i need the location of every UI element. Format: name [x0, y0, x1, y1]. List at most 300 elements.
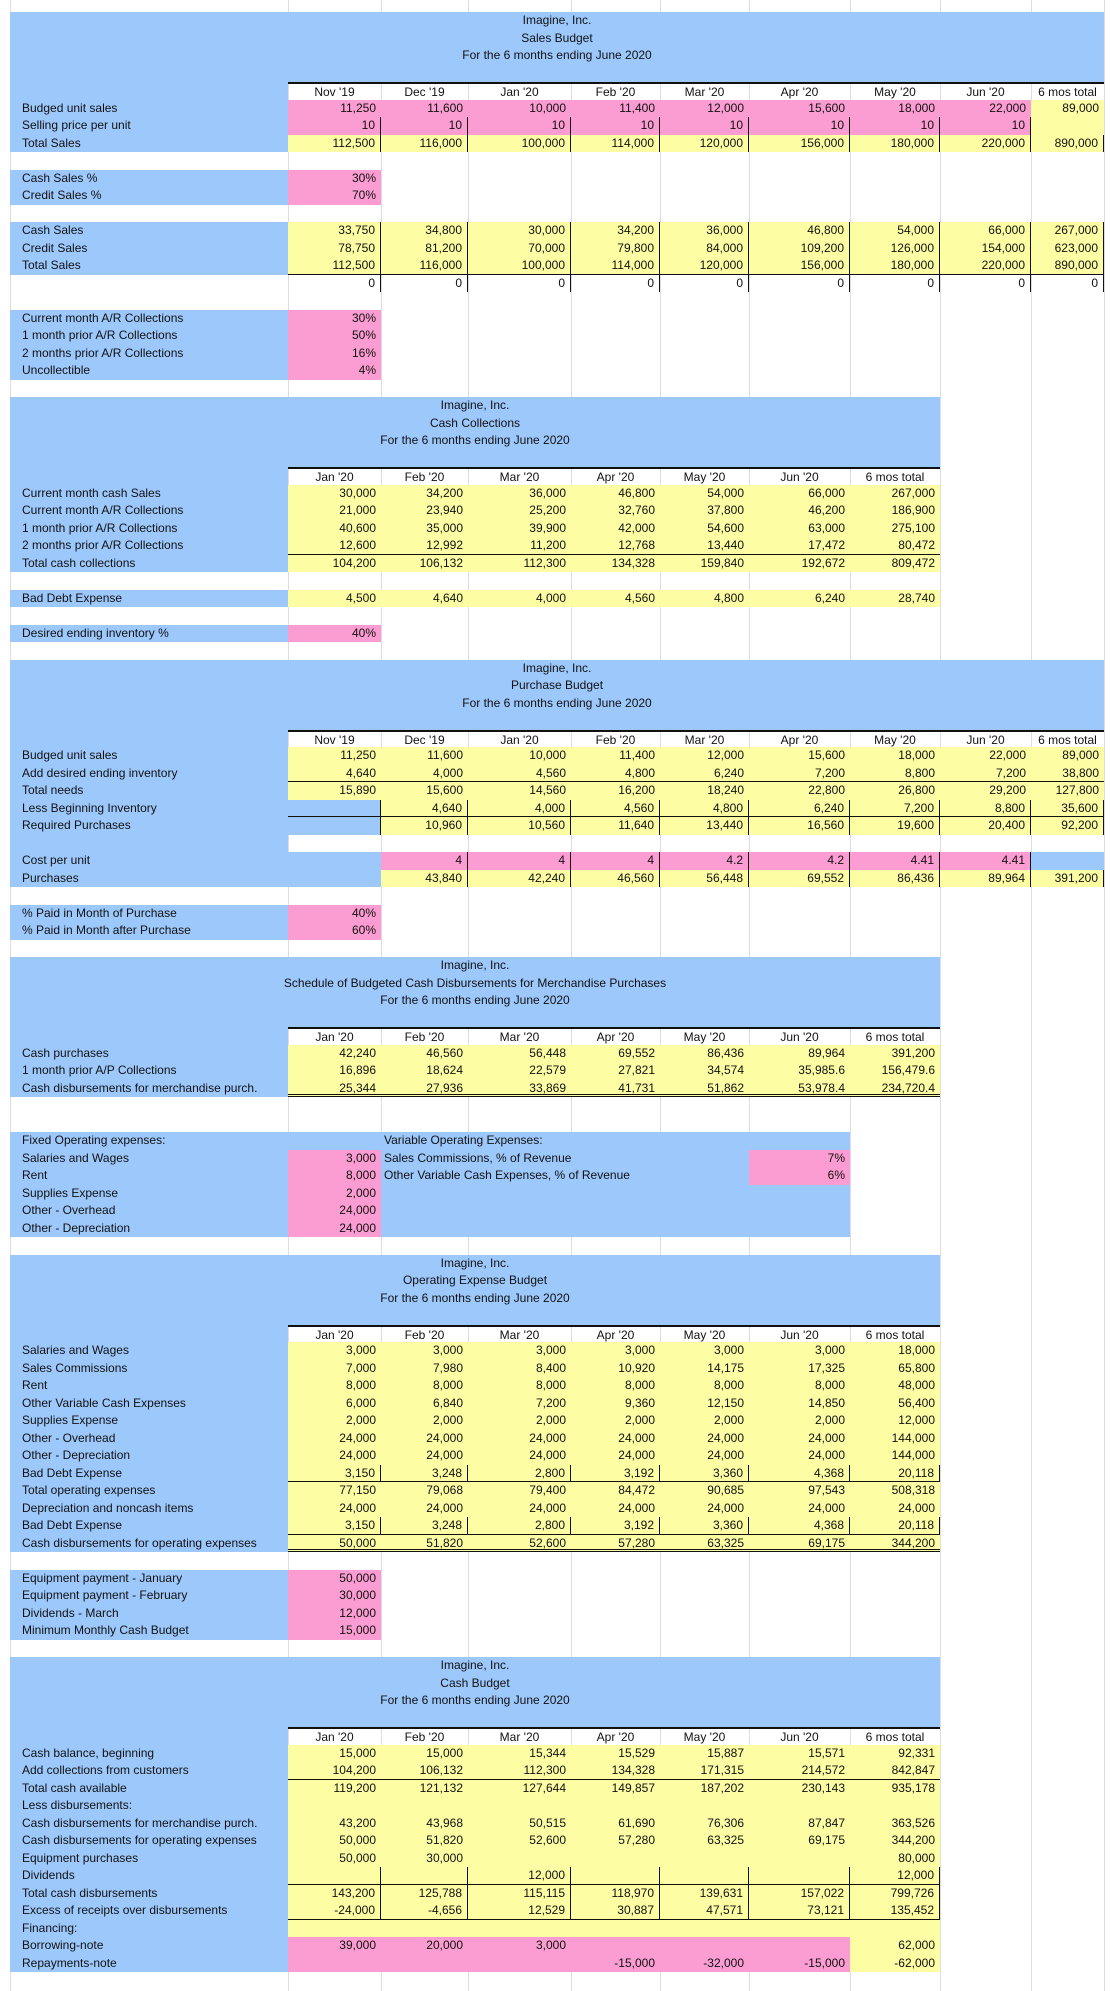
- value-cell[interactable]: 24,000: [571, 1430, 660, 1448]
- value-cell[interactable]: 24,000: [468, 1430, 571, 1448]
- value-cell[interactable]: 30,000: [381, 1850, 468, 1868]
- value-cell[interactable]: 29,200: [940, 782, 1031, 800]
- month-header[interactable]: Jan '20: [288, 1727, 381, 1745]
- value-cell[interactable]: 12,000: [660, 100, 749, 118]
- month-header[interactable]: 6 mos total: [1031, 82, 1104, 100]
- value-cell[interactable]: 267,000: [1031, 222, 1104, 240]
- month-header[interactable]: Feb '20: [381, 1027, 468, 1045]
- report-title-line[interactable]: Schedule of Budgeted Cash Disbursements for Merchandise Purchases: [10, 975, 940, 993]
- value-cell[interactable]: 4,500: [288, 590, 381, 608]
- value-cell[interactable]: 25,344: [288, 1080, 381, 1098]
- pct-input[interactable]: 4%: [288, 362, 381, 380]
- value-cell[interactable]: 12,000: [660, 747, 749, 765]
- value-cell[interactable]: 100,000: [468, 257, 571, 275]
- value-cell[interactable]: 53,978.4: [749, 1080, 850, 1098]
- value-cell[interactable]: 2,000: [381, 1412, 468, 1430]
- value-cell[interactable]: 35,600: [1031, 800, 1104, 818]
- value-cell[interactable]: 4.41: [940, 852, 1031, 870]
- value-cell[interactable]: 33,750: [288, 222, 381, 240]
- blank[interactable]: [288, 1132, 381, 1150]
- row-label[interactable]: Borrowing-note: [10, 1937, 288, 1955]
- blank[interactable]: [10, 1727, 288, 1745]
- row-label[interactable]: Credit Sales: [10, 240, 288, 258]
- report-title-line[interactable]: For the 6 months ending June 2020: [10, 695, 1104, 713]
- value-cell[interactable]: [660, 1797, 749, 1815]
- value-cell[interactable]: 79,400: [468, 1482, 571, 1500]
- value-cell[interactable]: 119,200: [288, 1780, 381, 1798]
- value-cell[interactable]: 120,000: [660, 257, 749, 275]
- value-cell[interactable]: [571, 1867, 660, 1885]
- value-cell[interactable]: 34,800: [381, 222, 468, 240]
- value-cell[interactable]: 0: [850, 275, 940, 293]
- value-cell[interactable]: 25,200: [468, 502, 571, 520]
- equipment-input[interactable]: 12,000: [288, 1605, 381, 1623]
- row-label[interactable]: Cash disbursements for operating expenses: [10, 1832, 288, 1850]
- value-cell[interactable]: 3,360: [660, 1465, 749, 1483]
- value-cell[interactable]: 10: [381, 117, 468, 135]
- value-cell[interactable]: 10: [850, 117, 940, 135]
- value-cell[interactable]: 57,280: [571, 1832, 660, 1850]
- blank[interactable]: [381, 1185, 850, 1203]
- value-cell[interactable]: 54,600: [660, 520, 749, 538]
- report-title-line[interactable]: Imagine, Inc.: [10, 12, 1104, 30]
- value-cell[interactable]: 84,000: [660, 240, 749, 258]
- value-cell[interactable]: 24,000: [381, 1430, 468, 1448]
- month-header[interactable]: Jun '20: [749, 1027, 850, 1045]
- value-cell[interactable]: 51,820: [381, 1832, 468, 1850]
- value-cell[interactable]: 65,800: [850, 1360, 940, 1378]
- value-cell[interactable]: 890,000: [1031, 257, 1104, 275]
- value-cell[interactable]: 34,574: [660, 1062, 749, 1080]
- value-cell[interactable]: 3,150: [288, 1465, 381, 1483]
- value-cell[interactable]: 79,068: [381, 1482, 468, 1500]
- fixed-input[interactable]: 24,000: [288, 1220, 381, 1238]
- row-label[interactable]: Cash Sales: [10, 222, 288, 240]
- blank[interactable]: [381, 1202, 850, 1220]
- value-cell[interactable]: 8,400: [468, 1360, 571, 1378]
- value-cell[interactable]: 127,644: [468, 1780, 571, 1798]
- value-cell[interactable]: 15,600: [749, 747, 850, 765]
- value-cell[interactable]: 69,552: [571, 1045, 660, 1063]
- month-header[interactable]: May '20: [660, 1325, 749, 1343]
- value-cell[interactable]: 6,240: [749, 800, 850, 818]
- value-cell[interactable]: 56,448: [660, 870, 749, 888]
- row-label[interactable]: Sales Commissions, % of Revenue: [381, 1150, 749, 1168]
- value-cell[interactable]: [288, 1920, 381, 1938]
- row-label[interactable]: Equipment payment - February: [10, 1587, 288, 1605]
- value-cell[interactable]: 4,000: [468, 800, 571, 818]
- value-cell[interactable]: 24,000: [468, 1447, 571, 1465]
- value-cell[interactable]: 11,600: [381, 747, 468, 765]
- row-label[interactable]: Equipment payment - January: [10, 1570, 288, 1588]
- value-cell[interactable]: 40,600: [288, 520, 381, 538]
- row-label[interactable]: Cash disbursements for operating expenses: [10, 1535, 288, 1553]
- value-cell[interactable]: 86,436: [850, 870, 940, 888]
- variable-input[interactable]: 7%: [749, 1150, 850, 1168]
- value-cell[interactable]: 7,980: [381, 1360, 468, 1378]
- value-cell[interactable]: 22,579: [468, 1062, 571, 1080]
- month-header[interactable]: Mar '20: [660, 730, 749, 748]
- variable-header[interactable]: Variable Operating Expenses:: [381, 1132, 850, 1150]
- row-label[interactable]: Credit Sales %: [10, 187, 288, 205]
- value-cell[interactable]: 24,000: [288, 1500, 381, 1518]
- band-fill[interactable]: [10, 835, 288, 853]
- value-cell[interactable]: 11,250: [288, 100, 381, 118]
- value-cell[interactable]: 30,887: [571, 1902, 660, 1920]
- value-cell[interactable]: 22,000: [940, 747, 1031, 765]
- value-cell[interactable]: 35,985.6: [749, 1062, 850, 1080]
- value-cell[interactable]: 7,200: [940, 765, 1031, 783]
- value-cell[interactable]: 0: [940, 275, 1031, 293]
- value-cell[interactable]: 935,178: [850, 1780, 940, 1798]
- row-label[interactable]: Less Beginning Inventory: [10, 800, 288, 818]
- variable-input[interactable]: 6%: [749, 1167, 850, 1185]
- month-header[interactable]: Jun '20: [749, 1325, 850, 1343]
- equipment-input[interactable]: 30,000: [288, 1587, 381, 1605]
- value-cell[interactable]: 0: [749, 275, 850, 293]
- month-header[interactable]: Nov '19: [288, 730, 381, 748]
- value-cell[interactable]: 8,000: [660, 1377, 749, 1395]
- value-cell[interactable]: 4.2: [749, 852, 850, 870]
- value-cell[interactable]: 220,000: [940, 135, 1031, 153]
- value-cell[interactable]: 56,400: [850, 1395, 940, 1413]
- value-cell[interactable]: 391,200: [850, 1045, 940, 1063]
- month-header[interactable]: 6 mos total: [1031, 730, 1104, 748]
- row-label[interactable]: Excess of receipts over disbursements: [10, 1902, 288, 1920]
- value-cell[interactable]: 0: [1031, 275, 1104, 293]
- value-cell[interactable]: 15,344: [468, 1745, 571, 1763]
- report-title-line[interactable]: Imagine, Inc.: [10, 660, 1104, 678]
- value-cell[interactable]: [571, 1937, 660, 1955]
- value-cell[interactable]: 12,992: [381, 537, 468, 555]
- value-cell[interactable]: 3,192: [571, 1517, 660, 1535]
- value-cell[interactable]: [571, 1797, 660, 1815]
- value-cell[interactable]: 24,000: [571, 1447, 660, 1465]
- month-header[interactable]: Dec '19: [381, 82, 468, 100]
- value-cell[interactable]: 46,800: [571, 485, 660, 503]
- value-cell[interactable]: 4,640: [381, 590, 468, 608]
- value-cell[interactable]: 28,740: [850, 590, 940, 608]
- band-fill[interactable]: [10, 1010, 940, 1028]
- value-cell[interactable]: 3,150: [288, 1517, 381, 1535]
- value-cell[interactable]: 134,328: [571, 555, 660, 573]
- value-cell[interactable]: 76,306: [660, 1815, 749, 1833]
- value-cell[interactable]: 17,472: [749, 537, 850, 555]
- value-cell[interactable]: 4,640: [381, 800, 468, 818]
- value-cell[interactable]: 39,900: [468, 520, 571, 538]
- value-cell[interactable]: 0: [468, 275, 571, 293]
- month-header[interactable]: Jan '20: [288, 1027, 381, 1045]
- value-cell[interactable]: 4,800: [660, 800, 749, 818]
- value-cell[interactable]: 16,560: [749, 817, 850, 835]
- value-cell[interactable]: [288, 1867, 381, 1885]
- month-header[interactable]: Jun '20: [940, 730, 1031, 748]
- value-cell[interactable]: 220,000: [940, 257, 1031, 275]
- row-label[interactable]: Cash disbursements for merchandise purch.: [10, 1815, 288, 1833]
- value-cell[interactable]: 4: [571, 852, 660, 870]
- value-cell[interactable]: 12,150: [660, 1395, 749, 1413]
- value-cell[interactable]: 6,000: [288, 1395, 381, 1413]
- value-cell[interactable]: [749, 1797, 850, 1815]
- month-header[interactable]: Apr '20: [571, 467, 660, 485]
- value-cell[interactable]: 0: [660, 275, 749, 293]
- row-label[interactable]: Salaries and Wages: [10, 1342, 288, 1360]
- value-cell[interactable]: [660, 1850, 749, 1868]
- month-header[interactable]: Apr '20: [571, 1727, 660, 1745]
- value-cell[interactable]: 106,132: [381, 1762, 468, 1780]
- value-cell[interactable]: 89,000: [1031, 100, 1104, 118]
- value-cell[interactable]: 70,000: [468, 240, 571, 258]
- value-cell[interactable]: 171,315: [660, 1762, 749, 1780]
- value-cell[interactable]: 14,175: [660, 1360, 749, 1378]
- value-cell[interactable]: 51,862: [660, 1080, 749, 1098]
- value-cell[interactable]: 50,000: [288, 1832, 381, 1850]
- value-cell[interactable]: 109,200: [749, 240, 850, 258]
- value-cell[interactable]: 15,529: [571, 1745, 660, 1763]
- pct-input[interactable]: 30%: [288, 310, 381, 328]
- equipment-input[interactable]: 50,000: [288, 1570, 381, 1588]
- value-cell[interactable]: 52,600: [468, 1535, 571, 1553]
- row-label[interactable]: Cash purchases: [10, 1045, 288, 1063]
- value-cell[interactable]: 50,515: [468, 1815, 571, 1833]
- value-cell[interactable]: [381, 1867, 468, 1885]
- value-cell[interactable]: 344,200: [850, 1535, 940, 1553]
- value-cell[interactable]: 16,896: [288, 1062, 381, 1080]
- report-title-line[interactable]: For the 6 months ending June 2020: [10, 432, 940, 450]
- value-cell[interactable]: 7,200: [850, 800, 940, 818]
- value-cell[interactable]: 15,890: [288, 782, 381, 800]
- report-title-line[interactable]: Imagine, Inc.: [10, 1657, 940, 1675]
- month-header[interactable]: Apr '20: [749, 82, 850, 100]
- report-title-line[interactable]: For the 6 months ending June 2020: [10, 1692, 940, 1710]
- row-label[interactable]: Minimum Monthly Cash Budget: [10, 1622, 288, 1640]
- value-cell[interactable]: 144,000: [850, 1430, 940, 1448]
- month-header[interactable]: Apr '20: [571, 1325, 660, 1343]
- value-cell[interactable]: 20,118: [850, 1465, 940, 1483]
- row-label[interactable]: Budged unit sales: [10, 747, 288, 765]
- value-cell[interactable]: 3,000: [468, 1937, 571, 1955]
- equipment-input[interactable]: 15,000: [288, 1622, 381, 1640]
- value-cell[interactable]: 275,100: [850, 520, 940, 538]
- value-cell[interactable]: 10: [940, 117, 1031, 135]
- value-cell[interactable]: 63,000: [749, 520, 850, 538]
- value-cell[interactable]: 46,560: [571, 870, 660, 888]
- month-header[interactable]: Feb '20: [381, 467, 468, 485]
- row-label[interactable]: 1 month prior A/R Collections: [10, 520, 288, 538]
- value-cell[interactable]: [850, 1797, 940, 1815]
- value-cell[interactable]: 230,143: [749, 1780, 850, 1798]
- row-label[interactable]: Other - Depreciation: [10, 1220, 288, 1238]
- fixed-input[interactable]: 2,000: [288, 1185, 381, 1203]
- value-cell[interactable]: 46,200: [749, 502, 850, 520]
- value-cell[interactable]: 7,200: [468, 1395, 571, 1413]
- value-cell[interactable]: [749, 1867, 850, 1885]
- value-cell[interactable]: [468, 1850, 571, 1868]
- value-cell[interactable]: 4,000: [468, 590, 571, 608]
- value-cell[interactable]: 11,640: [571, 817, 660, 835]
- value-cell[interactable]: 2,000: [660, 1412, 749, 1430]
- report-title-line[interactable]: For the 6 months ending June 2020: [10, 47, 1104, 65]
- value-cell[interactable]: 10,560: [468, 817, 571, 835]
- month-header[interactable]: Mar '20: [468, 1325, 571, 1343]
- row-label[interactable]: Supplies Expense: [10, 1185, 288, 1203]
- value-cell[interactable]: 84,472: [571, 1482, 660, 1500]
- row-label[interactable]: Financing:: [10, 1920, 288, 1938]
- value-cell[interactable]: 6,840: [381, 1395, 468, 1413]
- value-cell[interactable]: 126,000: [850, 240, 940, 258]
- value-cell[interactable]: 38,800: [1031, 765, 1104, 783]
- row-label[interactable]: Required Purchases: [10, 817, 288, 835]
- value-cell[interactable]: 112,300: [468, 555, 571, 573]
- value-cell[interactable]: 61,690: [571, 1815, 660, 1833]
- value-cell[interactable]: 10: [571, 117, 660, 135]
- row-label[interactable]: Rent: [10, 1167, 288, 1185]
- value-cell[interactable]: 186,900: [850, 502, 940, 520]
- value-cell[interactable]: 32,760: [571, 502, 660, 520]
- row-label[interactable]: Salaries and Wages: [10, 1150, 288, 1168]
- value-cell[interactable]: -62,000: [850, 1955, 940, 1973]
- month-header[interactable]: 6 mos total: [850, 467, 940, 485]
- row-label[interactable]: Total needs: [10, 782, 288, 800]
- value-cell[interactable]: 4,560: [468, 765, 571, 783]
- value-cell[interactable]: 4,560: [571, 590, 660, 608]
- value-cell[interactable]: 34,200: [381, 485, 468, 503]
- value-cell[interactable]: 12,000: [468, 1867, 571, 1885]
- row-label[interactable]: Add desired ending inventory: [10, 765, 288, 783]
- value-cell[interactable]: 112,500: [288, 135, 381, 153]
- value-cell[interactable]: 56,448: [468, 1045, 571, 1063]
- value-cell[interactable]: 15,000: [381, 1745, 468, 1763]
- value-cell[interactable]: 27,821: [571, 1062, 660, 1080]
- value-cell[interactable]: 41,731: [571, 1080, 660, 1098]
- value-cell[interactable]: 18,000: [850, 747, 940, 765]
- value-cell[interactable]: 391,200: [1031, 870, 1104, 888]
- value-cell[interactable]: 4,800: [660, 590, 749, 608]
- value-cell[interactable]: 114,000: [571, 257, 660, 275]
- value-cell[interactable]: 234,720.4: [850, 1080, 940, 1098]
- value-cell[interactable]: 24,000: [660, 1430, 749, 1448]
- value-cell[interactable]: 3,000: [381, 1342, 468, 1360]
- value-cell[interactable]: 4,368: [749, 1517, 850, 1535]
- row-label[interactable]: Total cash available: [10, 1780, 288, 1798]
- value-cell[interactable]: [288, 817, 381, 835]
- value-cell[interactable]: 42,240: [468, 870, 571, 888]
- month-header[interactable]: Feb '20: [571, 82, 660, 100]
- month-header[interactable]: Feb '20: [571, 730, 660, 748]
- value-cell[interactable]: 80,000: [850, 1850, 940, 1868]
- value-cell[interactable]: 18,624: [381, 1062, 468, 1080]
- value-cell[interactable]: [288, 852, 381, 870]
- month-header[interactable]: Mar '20: [468, 1027, 571, 1045]
- value-cell[interactable]: 92,331: [850, 1745, 940, 1763]
- value-cell[interactable]: 18,000: [850, 100, 940, 118]
- fixed-input[interactable]: 3,000: [288, 1150, 381, 1168]
- value-cell[interactable]: 23,940: [381, 502, 468, 520]
- value-cell[interactable]: 2,000: [288, 1412, 381, 1430]
- row-label[interactable]: 1 month prior A/R Collections: [10, 327, 288, 345]
- value-cell[interactable]: 11,200: [468, 537, 571, 555]
- report-title-line[interactable]: Sales Budget: [10, 30, 1104, 48]
- value-cell[interactable]: 106,132: [381, 555, 468, 573]
- report-title-line[interactable]: Imagine, Inc.: [10, 397, 940, 415]
- value-cell[interactable]: 120,000: [660, 135, 749, 153]
- value-cell[interactable]: 4,000: [381, 765, 468, 783]
- band-fill[interactable]: [10, 1710, 940, 1728]
- report-title-line[interactable]: Imagine, Inc.: [10, 957, 940, 975]
- value-cell[interactable]: 10: [749, 117, 850, 135]
- value-cell[interactable]: 24,000: [571, 1500, 660, 1518]
- row-label[interactable]: Bad Debt Expense: [10, 590, 288, 608]
- value-cell[interactable]: 86,436: [660, 1045, 749, 1063]
- pct-input[interactable]: 30%: [288, 170, 381, 188]
- value-cell[interactable]: 8,800: [850, 765, 940, 783]
- value-cell[interactable]: 13,440: [660, 537, 749, 555]
- value-cell[interactable]: [288, 1797, 381, 1815]
- value-cell[interactable]: 63,325: [660, 1535, 749, 1553]
- value-cell[interactable]: 180,000: [850, 135, 940, 153]
- value-cell[interactable]: 15,000: [288, 1745, 381, 1763]
- row-label[interactable]: % Paid in Month after Purchase: [10, 922, 288, 940]
- value-cell[interactable]: 42,240: [288, 1045, 381, 1063]
- value-cell[interactable]: [381, 1797, 468, 1815]
- value-cell[interactable]: 156,000: [749, 257, 850, 275]
- value-cell[interactable]: 14,560: [468, 782, 571, 800]
- value-cell[interactable]: 3,360: [660, 1517, 749, 1535]
- value-cell[interactable]: 50,000: [288, 1850, 381, 1868]
- value-cell[interactable]: 30,000: [288, 485, 381, 503]
- row-label[interactable]: Cash disbursements for merchandise purch.: [10, 1080, 288, 1098]
- value-cell[interactable]: 6,240: [660, 765, 749, 783]
- row-label[interactable]: Uncollectible: [10, 362, 288, 380]
- value-cell[interactable]: 114,000: [571, 135, 660, 153]
- row-label[interactable]: 1 month prior A/P Collections: [10, 1062, 288, 1080]
- row-label[interactable]: Other - Overhead: [10, 1430, 288, 1448]
- value-cell[interactable]: 16,200: [571, 782, 660, 800]
- value-cell[interactable]: 26,800: [850, 782, 940, 800]
- value-cell[interactable]: -24,000: [288, 1902, 381, 1920]
- value-cell[interactable]: 24,000: [288, 1430, 381, 1448]
- value-cell[interactable]: 11,250: [288, 747, 381, 765]
- month-header[interactable]: Feb '20: [381, 1325, 468, 1343]
- value-cell[interactable]: 69,175: [749, 1535, 850, 1553]
- value-cell[interactable]: 3,248: [381, 1517, 468, 1535]
- value-cell[interactable]: 2,800: [468, 1465, 571, 1483]
- value-cell[interactable]: 187,202: [660, 1780, 749, 1798]
- value-cell[interactable]: 0: [571, 275, 660, 293]
- value-cell[interactable]: 78,750: [288, 240, 381, 258]
- value-cell[interactable]: 10,000: [468, 747, 571, 765]
- row-label[interactable]: Other Variable Cash Expenses, % of Revenue: [381, 1167, 749, 1185]
- value-cell[interactable]: 8,000: [468, 1377, 571, 1395]
- value-cell[interactable]: [660, 1920, 749, 1938]
- value-cell[interactable]: 214,572: [749, 1762, 850, 1780]
- value-cell[interactable]: [468, 1920, 571, 1938]
- row-label[interactable]: Bad Debt Expense: [10, 1517, 288, 1535]
- value-cell[interactable]: [850, 1920, 940, 1938]
- value-cell[interactable]: 39,000: [288, 1937, 381, 1955]
- value-cell[interactable]: 4,368: [749, 1465, 850, 1483]
- value-cell[interactable]: 97,543: [749, 1482, 850, 1500]
- month-header[interactable]: May '20: [660, 1027, 749, 1045]
- value-cell[interactable]: [288, 800, 381, 818]
- row-label[interactable]: Dividends: [10, 1867, 288, 1885]
- value-cell[interactable]: 15,600: [749, 100, 850, 118]
- value-cell[interactable]: 100,000: [468, 135, 571, 153]
- value-cell[interactable]: 118,970: [571, 1885, 660, 1903]
- value-cell[interactable]: 24,000: [850, 1500, 940, 1518]
- value-cell[interactable]: 63,325: [660, 1832, 749, 1850]
- value-cell[interactable]: 52,600: [468, 1832, 571, 1850]
